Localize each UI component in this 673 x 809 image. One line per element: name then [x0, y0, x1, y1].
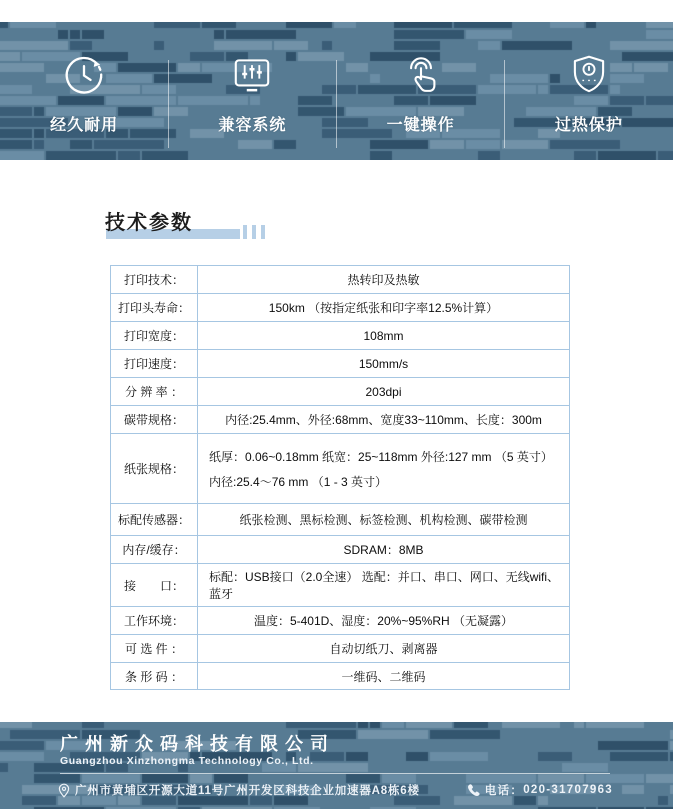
- phone-number: 020-31707963: [523, 784, 613, 796]
- spec-label: 内存/缓存：: [111, 536, 198, 563]
- spec-table: [110, 265, 570, 690]
- spec-label: 纸张规格：: [111, 434, 198, 503]
- company-address: [58, 782, 420, 798]
- spec-value: 150mm/s: [358, 356, 409, 371]
- spec-value: 温度：5-401D、湿度：20%~95%RH （无凝露）: [253, 614, 514, 628]
- spec-label: 打印宽度：: [111, 322, 198, 349]
- spec-value: 热转印及热敏: [347, 273, 420, 287]
- spec-value-line: 纸厚：0.06~0.18mm 纸宽：25~118mm 外径:127 mm （5 英寸）: [209, 449, 553, 464]
- spec-value-line: 内径:25.4～76 mm （1 - 3 英寸）: [209, 474, 388, 489]
- shield-heat-icon: [566, 52, 612, 112]
- spec-row: [111, 504, 569, 536]
- phone-icon: [466, 783, 480, 797]
- spec-label: 条 形 码 ：: [111, 663, 198, 689]
- company-phone: [466, 782, 613, 798]
- address-text: 广州市黄埔区开源大道11号广州开发区科技企业加速器A8栋6楼: [75, 785, 420, 797]
- feature-item-shield-heat: [505, 22, 673, 160]
- spec-label: 接 口：: [111, 564, 198, 606]
- spec-label: 分 辨 率 ：: [111, 378, 198, 405]
- page-title: 技术参数: [105, 212, 193, 234]
- tap-icon: [398, 52, 444, 112]
- spec-value: SDRAM：8MB: [343, 543, 424, 557]
- title-tick-marks: [243, 225, 270, 239]
- footer-divider-line: [60, 773, 610, 774]
- monitor-sliders-icon: [229, 52, 275, 112]
- spec-row: [111, 536, 569, 564]
- spec-row: [111, 322, 569, 350]
- spec-row: [111, 378, 569, 406]
- spec-value: 203dpi: [365, 384, 402, 399]
- location-pin-icon: [58, 783, 70, 798]
- feature-item-clock: [0, 22, 168, 160]
- spec-row: [111, 266, 569, 294]
- feature-item-monitor-sliders: [168, 22, 336, 160]
- spec-value: 自动切纸刀、剥离器: [329, 642, 438, 656]
- phone-label: 电话：: [484, 785, 524, 797]
- spec-label: 可 选 件 ：: [111, 635, 198, 662]
- spec-label: 打印技术：: [111, 266, 198, 293]
- footer: [0, 722, 673, 809]
- spec-label: 碳带规格：: [111, 406, 198, 433]
- feature-label: 经久耐用: [50, 116, 119, 134]
- spec-value: 纸张检测、黑标检测、标签检测、机构检测、碳带检测: [239, 513, 528, 527]
- spec-label: 工作环境：: [111, 607, 198, 634]
- spec-row: [111, 406, 569, 434]
- feature-item-tap: [337, 22, 505, 160]
- spec-label: 标配传感器：: [111, 504, 198, 535]
- banner-feature-list: [0, 22, 673, 160]
- company-name-cn: 广州新众码科技有限公司: [60, 734, 335, 754]
- spec-row: [111, 294, 569, 322]
- company-name-en: Guangzhou Xinzhongma Technology Co., Ltd.: [60, 755, 314, 767]
- spec-value: 内径:25.4mm、外径:68mm、宽度33~110mm、长度：300m: [225, 413, 542, 427]
- spec-label: 打印速度：: [111, 350, 198, 377]
- spec-value: 150km （按指定纸张和印字率12.5%计算）: [268, 301, 499, 315]
- spec-row: [111, 635, 569, 663]
- spec-row: [111, 607, 569, 635]
- spec-value: 108mm: [363, 328, 404, 343]
- spec-row: [111, 434, 569, 504]
- feature-banner: [0, 22, 673, 160]
- spec-row: [111, 663, 569, 689]
- spec-value: 一维码、二维码: [341, 669, 426, 684]
- feature-label: 一键操作: [386, 116, 455, 134]
- spec-row: [111, 564, 569, 607]
- section-heading: [105, 206, 193, 240]
- spec-label: 打印头寿命：: [111, 294, 198, 321]
- clock-icon: [61, 52, 107, 112]
- feature-label: 兼容系统: [218, 116, 287, 134]
- feature-label: 过热保护: [554, 116, 623, 134]
- spec-value: 标配：USB接口（2.0全速） 选配：并口、串口、网口、无线wifi、蓝牙: [209, 570, 560, 601]
- spec-value: [198, 434, 569, 503]
- spec-row: [111, 350, 569, 378]
